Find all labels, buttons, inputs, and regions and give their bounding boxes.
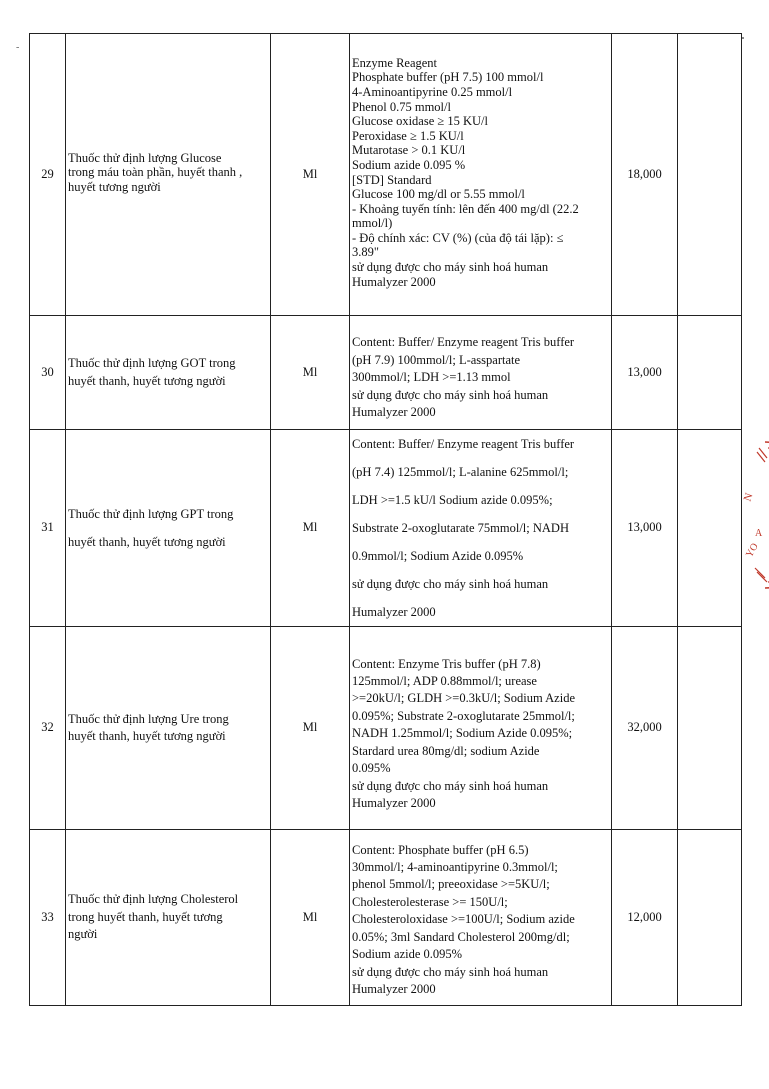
spec-line: sử dụng được cho máy sinh hoá human: [352, 577, 549, 591]
quantity-cell: 32,000: [612, 627, 678, 830]
specification-cell: [350, 830, 612, 1006]
spec-line: Humalyzer 2000: [352, 981, 436, 996]
spec-line: 30mmol/l; 4-aminoantipyrine 0.3mmol/l;: [352, 860, 558, 875]
spec-line: 0.9mmol/l; Sodium Azide 0.095%: [352, 549, 524, 563]
spec-line: Phenol 0.75 mmol/l: [352, 99, 451, 114]
spec-line: Cholesteroloxidase >=100U/l; Sodium azide: [352, 912, 575, 927]
name-line: huyết thanh, huyết tương người: [68, 729, 226, 743]
spec-line: - Khoảng tuyến tính: lên đến 400 mg/dl (22.2: [352, 201, 579, 216]
spec-line: Enzyme Reagent: [352, 55, 438, 70]
unit-cell: Ml: [271, 430, 350, 627]
quantity-cell: 13,000: [612, 430, 678, 627]
spec-line: Content: Phosphate buffer (pH 6.5): [352, 842, 529, 857]
empty-cell: [678, 430, 742, 627]
spec-line: sử dụng được cho máy sinh hoá human: [352, 778, 549, 793]
spec-line: Humalyzer 2000: [352, 405, 436, 420]
empty-cell: [678, 830, 742, 1006]
spec-line: 0.05%; 3ml Sandard Cholesterol 200mg/dl;: [352, 929, 570, 944]
stamp-fragment: [735, 440, 769, 590]
svg-text:A: A: [755, 528, 763, 539]
spec-line: Humalyzer 2000: [352, 274, 436, 289]
name-line: trong huyết thanh, huyết tương: [68, 909, 223, 924]
row-number: 31: [30, 430, 66, 627]
svg-text:N: N: [741, 491, 756, 504]
spec-line: mmol/l): [352, 216, 393, 231]
spec-line: 3.89": [352, 245, 379, 260]
reagent-name: [66, 830, 271, 1006]
spec-line: 0.095%: [352, 761, 391, 776]
specification-cell: [350, 34, 612, 316]
spec-line: Stardard urea 80mg/dl; sodium Azide: [352, 743, 540, 758]
spec-line: 125mmol/l; ADP 0.88mmol/l; urease: [352, 674, 537, 689]
empty-cell: [678, 316, 742, 430]
spec-line: >=20kU/l; GLDH >=0.3kU/l; Sodium Azide: [352, 691, 575, 706]
empty-cell: [678, 34, 742, 316]
name-line: Thuốc thử định lượng Glucose: [68, 150, 222, 165]
name-line: huyết thanh, huyết tương người: [68, 535, 226, 549]
table-row: [30, 430, 742, 627]
spec-line: Sodium azide 0.095%: [352, 947, 463, 962]
spec-line: Substrate 2-oxoglutarate 75mmol/l; NADH: [352, 521, 569, 535]
spec-line: Peroxidase ≥ 1.5 KU/l: [352, 128, 464, 143]
spec-line: 0.095%; Substrate 2-oxoglutarate 25mmol/l;: [352, 708, 575, 723]
spec-line: Cholesterolesterase >= 150U/l;: [352, 894, 508, 909]
quantity-cell: 12,000: [612, 830, 678, 1006]
spec-line: Phosphate buffer (pH 7.5) 100 mmol/l: [352, 70, 544, 85]
reagent-name: [66, 430, 271, 627]
name-line: Thuốc thử định lượng Cholesterol: [68, 892, 239, 907]
spec-line: Glucose 100 mg/dl or 5.55 mmol/l: [352, 187, 525, 202]
spec-line: sử dụng được cho máy sinh hoá human: [352, 260, 549, 275]
empty-cell: [678, 627, 742, 830]
unit-cell: Ml: [271, 830, 350, 1006]
row-number: 33: [30, 830, 66, 1006]
spec-line: Glucose oxidase ≥ 15 KU/l: [352, 114, 489, 129]
spec-line: Mutarotase > 0.1 KU/l: [352, 143, 466, 158]
spec-line: Content: Buffer/ Enzyme reagent Tris buffer: [352, 437, 575, 451]
reagent-name: [66, 627, 271, 830]
unit-cell: Ml: [271, 34, 350, 316]
spec-line: sử dụng được cho máy sinh hoá human: [352, 964, 549, 979]
unit-cell: Ml: [271, 627, 350, 830]
table-row: [30, 34, 742, 316]
spec-line: [STD] Standard: [352, 172, 432, 187]
name-line: Thuốc thử định lượng GPT trong: [68, 507, 234, 521]
row-number: 30: [30, 316, 66, 430]
spec-line: NADH 1.25mmol/l; Sodium Azide 0.095%;: [352, 726, 573, 741]
name-line: trong máu toàn phần, huyết thanh ,: [68, 165, 243, 180]
spec-line: Content: Enzyme Tris buffer (pH 7.8): [352, 656, 541, 671]
row-number: 32: [30, 627, 66, 830]
row-number: 29: [30, 34, 66, 316]
table-row: [30, 627, 742, 830]
name-line: Thuốc thử định lượng GOT trong: [68, 356, 236, 371]
reagent-name: [66, 34, 271, 316]
reagent-name: [66, 316, 271, 430]
unit-cell: Ml: [271, 316, 350, 430]
spec-line: sử dụng được cho máy sinh hoá human: [352, 387, 549, 402]
spec-line: phenol 5mmol/l; preeoxidase >=5KU/l;: [352, 877, 550, 892]
scan-corner-mark: -: [16, 42, 20, 53]
spec-line: LDH >=1.5 kU/l Sodium azide 0.095%;: [352, 493, 553, 507]
name-line: huyết tương người: [68, 179, 161, 194]
spec-line: Humalyzer 2000: [352, 605, 436, 619]
quantity-cell: 18,000: [612, 34, 678, 316]
spec-line: Sodium azide 0.095 %: [352, 157, 466, 172]
spec-line: (pH 7.4) 125mmol/l; L-alanine 625mmol/l;: [352, 465, 569, 479]
name-line: người: [68, 927, 98, 942]
name-line: Thuốc thử định lượng Ure trong: [68, 711, 229, 726]
spec-line: Humalyzer 2000: [352, 795, 436, 810]
svg-text:YO: YO: [744, 541, 761, 560]
quantity-cell: 13,000: [612, 316, 678, 430]
table-row: [30, 316, 742, 430]
spec-line: (pH 7.9) 100mmol/l; L-asspartate: [352, 352, 521, 367]
table-row: [30, 830, 742, 1006]
specification-cell: [350, 316, 612, 430]
scan-edge-dot: [742, 37, 744, 39]
specification-cell: [350, 430, 612, 627]
name-line: huyết thanh, huyết tương người: [68, 373, 226, 388]
spec-line: 4-Aminoantipyrine 0.25 mmol/l: [352, 84, 513, 99]
spec-line: 300mmol/l; LDH >=1.13 mmol: [352, 370, 511, 385]
spec-line: Content: Buffer/ Enzyme reagent Tris buffer: [352, 335, 575, 350]
specification-cell: [350, 627, 612, 830]
reagent-table: [29, 33, 742, 1006]
spec-line: - Độ chính xác: CV (%) (của độ tái lặp): ≤: [352, 230, 564, 245]
